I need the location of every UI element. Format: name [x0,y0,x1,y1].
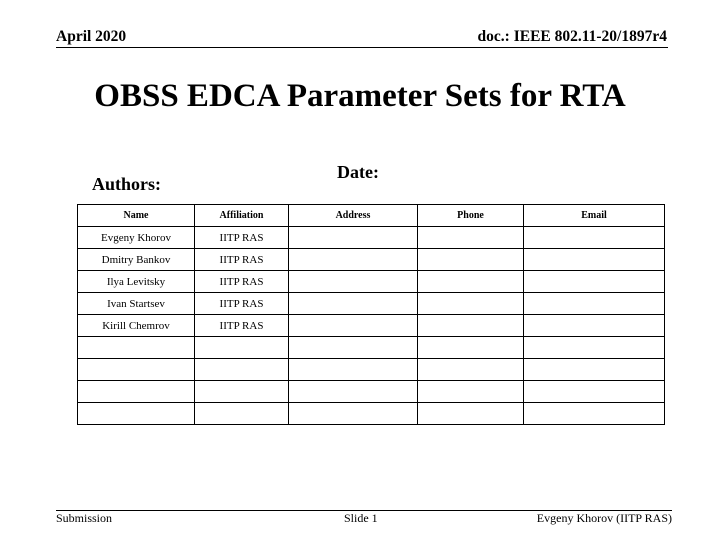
cell-phone [418,249,524,271]
cell-email [524,271,665,293]
cell-affiliation: IITP RAS [195,249,289,271]
cell-name [78,337,195,359]
cell-affiliation: IITP RAS [195,293,289,315]
footer-author: Evgeny Khorov (IITP RAS) [536,511,672,525]
cell-email [524,293,665,315]
cell-address [289,403,418,425]
authors-table [77,204,665,425]
footer-slide-number: Slide 1 [344,511,378,525]
cell-address [289,227,418,249]
column-header-email: Email [524,205,665,227]
header-doc-id: doc.: IEEE 802.11-20/1897r4 [477,28,667,45]
table-row [78,271,665,293]
column-header-phone: Phone [418,205,524,227]
table-row [78,337,665,359]
header-divider [56,47,668,48]
table-row [78,315,665,337]
cell-name: Ilya Levitsky [78,271,195,293]
column-header-affiliation: Affiliation [195,205,289,227]
cell-email [524,315,665,337]
cell-email [524,381,665,403]
slide-title: OBSS EDCA Parameter Sets for RTA [94,78,626,114]
cell-affiliation: IITP RAS [195,227,289,249]
table-row [78,381,665,403]
cell-affiliation [195,403,289,425]
authors-label: Authors: [92,174,162,194]
date-label: Date: [337,162,379,182]
cell-phone [418,337,524,359]
cell-name [78,359,195,381]
column-header-address: Address [289,205,418,227]
cell-phone [418,403,524,425]
cell-email [524,359,665,381]
cell-affiliation [195,381,289,403]
table-row [78,249,665,271]
cell-email [524,249,665,271]
cell-address [289,359,418,381]
footer-submission: Submission [56,511,113,525]
table-row [78,227,665,249]
cell-address [289,249,418,271]
cell-address [289,381,418,403]
cell-affiliation: IITP RAS [195,315,289,337]
cell-name [78,403,195,425]
table-row [78,293,665,315]
table-row [78,403,665,425]
cell-address [289,271,418,293]
cell-name: Kirill Chemrov [78,315,195,337]
header-date: April 2020 [56,28,127,45]
cell-phone [418,227,524,249]
cell-email [524,227,665,249]
table-row [78,359,665,381]
cell-phone [418,381,524,403]
cell-phone [418,271,524,293]
cell-phone [418,315,524,337]
cell-name: Evgeny Khorov [78,227,195,249]
cell-address [289,337,418,359]
table-header-row [78,205,665,227]
cell-address [289,315,418,337]
cell-email [524,337,665,359]
cell-name: Ivan Startsev [78,293,195,315]
cell-name [78,381,195,403]
cell-affiliation [195,359,289,381]
cell-affiliation [195,337,289,359]
cell-email [524,403,665,425]
cell-phone [418,293,524,315]
cell-phone [418,359,524,381]
column-header-name: Name [78,205,195,227]
cell-name: Dmitry Bankov [78,249,195,271]
cell-address [289,293,418,315]
cell-affiliation: IITP RAS [195,271,289,293]
